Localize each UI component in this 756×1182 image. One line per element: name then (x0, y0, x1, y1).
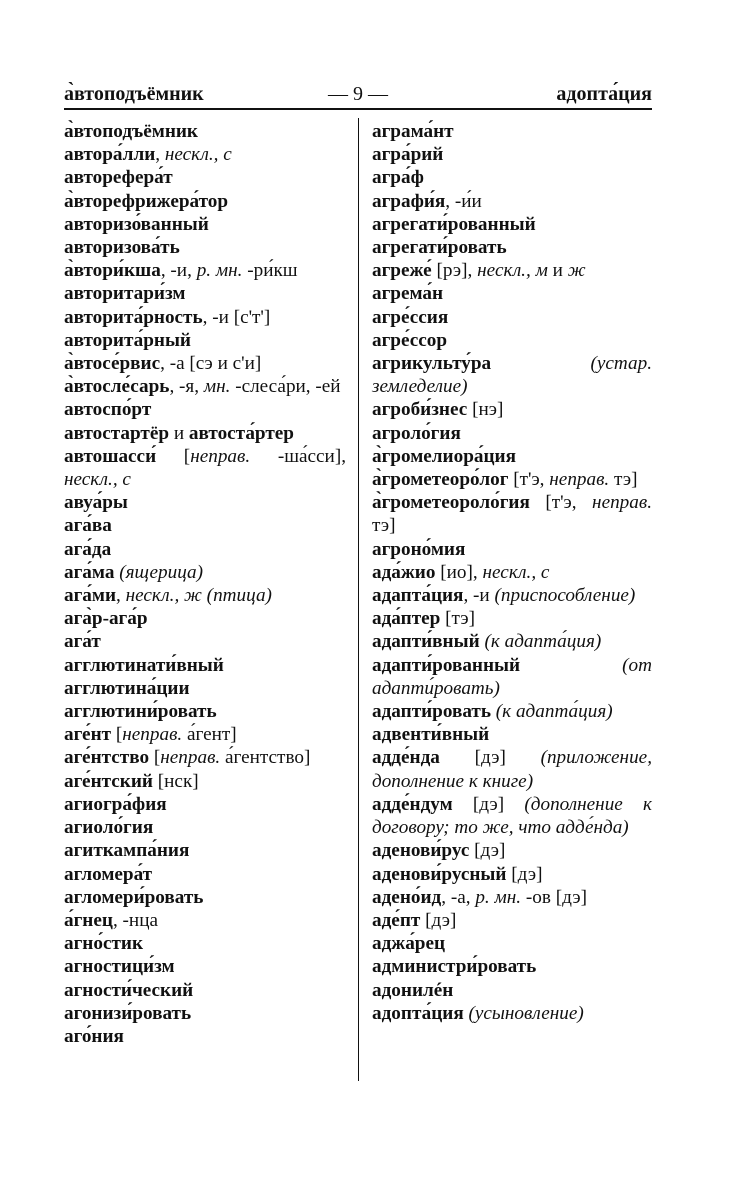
dictionary-entry (372, 607, 652, 630)
dictionary-entry (64, 259, 346, 282)
dictionary-entry (372, 723, 652, 746)
dictionary-entry (372, 909, 652, 932)
headword: адапта́ция (372, 585, 464, 607)
page-header (64, 82, 652, 110)
entry-text: а́гент] (182, 724, 237, 746)
dictionary-entry (372, 236, 652, 259)
entry-text: -ша́сси], (250, 445, 347, 467)
headword: агиткампа́ния (64, 840, 190, 862)
headword: а̀втоподъёмник (64, 121, 198, 142)
dictionary-entry (372, 120, 652, 143)
dictionary-entry (64, 1002, 346, 1025)
dictionary-entry (64, 491, 346, 514)
headword: агностици́зм (64, 956, 175, 978)
dictionary-entry (372, 422, 652, 445)
dictionary-entry (64, 793, 346, 816)
dictionary-entry (372, 746, 652, 792)
headword: агре́ссия (372, 306, 449, 328)
grammar-note: нескл., с (482, 561, 550, 583)
dictionary-entry (64, 190, 346, 213)
headword: агонизи́ровать (64, 1002, 192, 1024)
headword: агра́ф (372, 167, 424, 189)
grammar-note: мн. (203, 376, 231, 398)
entry-text: , -я, (169, 376, 204, 398)
entry-text: , -нца (112, 909, 158, 931)
grammar-note: (приложение, дополнение к книге) (372, 747, 652, 792)
headword: агроло́гия (372, 422, 461, 444)
dictionary-entry (64, 723, 346, 746)
dictionary-entry (64, 120, 346, 143)
headword: авторефера́т (64, 167, 173, 189)
dictionary-entry (64, 538, 346, 561)
entry-text: тэ] (372, 515, 396, 537)
dictionary-entry (372, 468, 652, 491)
headword: аграфи́я (372, 190, 446, 212)
headword: аго́ния (64, 1025, 124, 1047)
dictionary-entry (64, 584, 346, 607)
grammar-note: (ящерица) (114, 561, 204, 583)
entry-text: , (116, 585, 126, 607)
entry-text: [ио], (435, 561, 483, 583)
entry-text: [рэ], (431, 260, 478, 282)
entry-text: -ри́кш (242, 260, 298, 282)
headword: агрема́н (372, 283, 444, 305)
dictionary-entry (64, 607, 346, 630)
dictionary-entry (372, 398, 652, 421)
entry-text: [т'э, (508, 469, 550, 491)
entry-text: [ (156, 445, 191, 467)
headword: агности́ческий (64, 979, 194, 1001)
page-number: — 9 — (328, 83, 388, 105)
dictionary-entry (64, 213, 346, 236)
headword: адвенти́вный (372, 724, 490, 746)
grammar-note: ж (567, 260, 586, 282)
dictionary-entry (64, 932, 346, 955)
dictionary-entry (64, 746, 346, 769)
dictionary-entry (372, 259, 652, 282)
headword: агроно́мия (372, 538, 466, 560)
entry-text: а́гентство] (220, 747, 311, 769)
dictionary-entry (64, 654, 346, 677)
dictionary-entry (372, 561, 652, 584)
headword: а̀втори́кша (64, 260, 161, 282)
headword: агрегати́рованный (372, 213, 536, 235)
dictionary-entry (372, 213, 652, 236)
dictionary-entry (372, 329, 652, 352)
headword: агроби́знес (372, 399, 468, 421)
dictionary-entry (64, 770, 346, 793)
headword: агно́стик (64, 933, 144, 955)
headword: ада́жио (372, 561, 436, 583)
dictionary-entry (372, 306, 652, 329)
entry-text: [нск] (152, 770, 199, 792)
headword: аденови́русный (372, 863, 507, 885)
headword: авторизо́ванный (64, 213, 209, 235)
dictionary-entry (372, 143, 652, 166)
header-left-word: а̀втоподъёмник (64, 83, 204, 105)
headword: ага́ми (64, 585, 117, 607)
grammar-note: неправ. (122, 724, 183, 746)
entry-text: и (547, 260, 568, 282)
grammar-note: нескл., с (64, 469, 131, 491)
headword: агре́ссор (372, 329, 448, 351)
entry-text: [дэ] (439, 747, 541, 769)
headword: авторита́рность (64, 306, 203, 328)
entry-text: [нэ] (467, 399, 504, 421)
headword: агиоло́гия (64, 817, 154, 839)
dictionary-entry (64, 955, 346, 978)
grammar-note: неправ. (592, 492, 652, 514)
dictionary-entry (372, 166, 652, 189)
entry-text: [ (149, 747, 161, 769)
headword: ада́птер (372, 608, 441, 630)
headword: авуа́ры (64, 492, 128, 514)
dictionary-entry (64, 630, 346, 653)
entry-text: [дэ] (452, 793, 525, 815)
dictionary-entry (64, 1025, 346, 1048)
headword: а̀грометеоро́лог (372, 469, 509, 491)
headword: автоспо́рт (64, 399, 152, 421)
dictionary-entry (372, 445, 652, 468)
dictionary-entry (372, 538, 652, 561)
headword: а̀вторефрижера́тор (64, 190, 229, 212)
dictionary-entry (64, 979, 346, 1002)
headword: автора́лли (64, 144, 156, 166)
dictionary-entry (372, 1002, 652, 1025)
headword: адде́нда (372, 747, 440, 769)
headword: ага́ва (64, 515, 112, 537)
entry-text: , (155, 144, 165, 166)
headword: ага̀р-ага́р (64, 608, 148, 630)
entry-text: [дэ] (469, 840, 506, 862)
headword: а́гнец (64, 909, 113, 931)
headword: адапти́ровать (372, 701, 491, 723)
headword: авторитари́зм (64, 283, 186, 305)
headword: агглютинати́вный (64, 654, 224, 676)
headword: ага́да (64, 538, 112, 560)
headword: аге́нт (64, 724, 112, 746)
headword: агломери́ровать (64, 886, 204, 908)
dictionary-entry (372, 839, 652, 862)
dictionary-entry (64, 375, 346, 398)
headword: адонилéн (372, 979, 454, 1001)
dictionary-entry (64, 677, 346, 700)
grammar-note: (устар. земледелие) (372, 353, 652, 398)
headword: а̀грометеороло́гия (372, 492, 530, 514)
headword: автоста́ртер (188, 422, 294, 444)
grammar-note: нескл., м (477, 260, 548, 282)
headword: авторизова́ть (64, 237, 180, 259)
dictionary-entry (64, 863, 346, 886)
headword: аджа́рец (372, 933, 446, 955)
grammar-note: р. мн. (475, 886, 522, 908)
entry-text: , -и [с'т'] (202, 306, 271, 328)
dictionary-entry (64, 514, 346, 537)
dictionary-entry (64, 909, 346, 932)
dictionary-entry (372, 955, 652, 978)
dictionary-entry (64, 352, 346, 375)
dictionary-entry (372, 282, 652, 305)
entry-text: [дэ] (506, 863, 543, 885)
dictionary-entry (372, 863, 652, 886)
dictionary-entry (64, 839, 346, 862)
headword: аге́нтство (64, 747, 150, 769)
dictionary-entry (64, 306, 346, 329)
grammar-note: неправ. (160, 747, 221, 769)
headword: аде́пт (372, 909, 421, 931)
headword: аденови́рус (372, 840, 470, 862)
entry-text: тэ] (609, 469, 638, 491)
entry-text: , -а [сэ и с'и] (160, 353, 262, 375)
dictionary-entry (64, 422, 346, 445)
headword: аграма́нт (372, 121, 454, 142)
dictionary-entry (372, 932, 652, 955)
headword: агра́рий (372, 144, 444, 166)
headword: адде́ндум (372, 793, 453, 815)
entry-text: , -и (463, 585, 495, 607)
column-divider (358, 118, 359, 1081)
headword: автошасси́ (64, 445, 157, 467)
headword: агрикульту́ра (372, 353, 492, 375)
dictionary-entry (64, 886, 346, 909)
headword: администри́ровать (372, 956, 537, 978)
headword: ага́т (64, 631, 101, 653)
dictionary-entry (372, 190, 652, 213)
headword: а̀втосе́рвис (64, 353, 161, 375)
right-column (372, 120, 652, 1025)
dictionary-entry (64, 398, 346, 421)
dictionary-entry (372, 979, 652, 1002)
headword: а̀громелиора́ция (372, 445, 516, 467)
grammar-note: р. мн. (196, 260, 243, 282)
dictionary-entry (372, 491, 652, 537)
headword: аге́нтский (64, 770, 153, 792)
entry-text: , -и, (160, 260, 197, 282)
grammar-note: нескл., ж (птица) (125, 585, 272, 607)
dictionary-entry (64, 561, 346, 584)
grammar-note: (усыновление) (463, 1002, 584, 1024)
dictionary-entry (372, 654, 652, 700)
dictionary-entry (372, 886, 652, 909)
grammar-note: нескл., с (164, 144, 232, 166)
grammar-note: (к адапта́ция) (479, 631, 602, 653)
grammar-note: (к адапта́ция) (491, 701, 613, 723)
headword: а̀втосле́сарь (64, 376, 170, 398)
entry-text: -ов [дэ] (521, 886, 587, 908)
dictionary-entry (64, 445, 346, 491)
headword: адапти́вный (372, 631, 480, 653)
dictionary-entry (64, 282, 346, 305)
dictionary-entry (372, 793, 652, 839)
entry-text: и (169, 422, 189, 444)
headword: агреже́ (372, 260, 432, 282)
dictionary-entry (372, 630, 652, 653)
entry-text: -слеса́ри, -ей (230, 376, 341, 398)
headword: адено́ид (372, 886, 442, 908)
headword: агглютини́ровать (64, 701, 217, 723)
headword: авторита́рный (64, 329, 191, 351)
dictionary-entry (64, 166, 346, 189)
dictionary-entry (372, 584, 652, 607)
headword: адопта́ция (372, 1002, 464, 1024)
dictionary-entry (64, 700, 346, 723)
headword: агглютина́ции (64, 677, 190, 699)
dictionary-entry (64, 329, 346, 352)
dictionary-entry (372, 352, 652, 398)
entry-text: [тэ] (440, 608, 475, 630)
dictionary-entry (64, 143, 346, 166)
entry-text: [ (111, 724, 123, 746)
grammar-note: неправ. (549, 469, 610, 491)
headword: адапти́рованный (372, 654, 521, 676)
grammar-note: (приспособление) (494, 585, 636, 607)
grammar-note: (от адапти́ровать) (372, 654, 652, 699)
entry-text: [дэ] (420, 909, 457, 931)
dictionary-entry (64, 816, 346, 839)
entry-text: , -и́и (445, 190, 482, 212)
left-column (64, 120, 346, 1048)
headword: агрегати́ровать (372, 237, 507, 259)
entry-text: [т'э, (529, 492, 593, 514)
dictionary-entry (64, 236, 346, 259)
entry-text: , -а, (441, 886, 476, 908)
grammar-note: (дополнение к договору; то же, что адде́нда) (372, 793, 652, 839)
headword: автостартёр (64, 422, 170, 444)
header-right-word: адопта́ция (556, 83, 652, 105)
dictionary-entry (372, 700, 652, 723)
headword: агиогра́фия (64, 793, 167, 815)
headword: агломера́т (64, 863, 153, 885)
grammar-note: неправ. (190, 445, 251, 467)
headword: ага́ма (64, 561, 115, 583)
